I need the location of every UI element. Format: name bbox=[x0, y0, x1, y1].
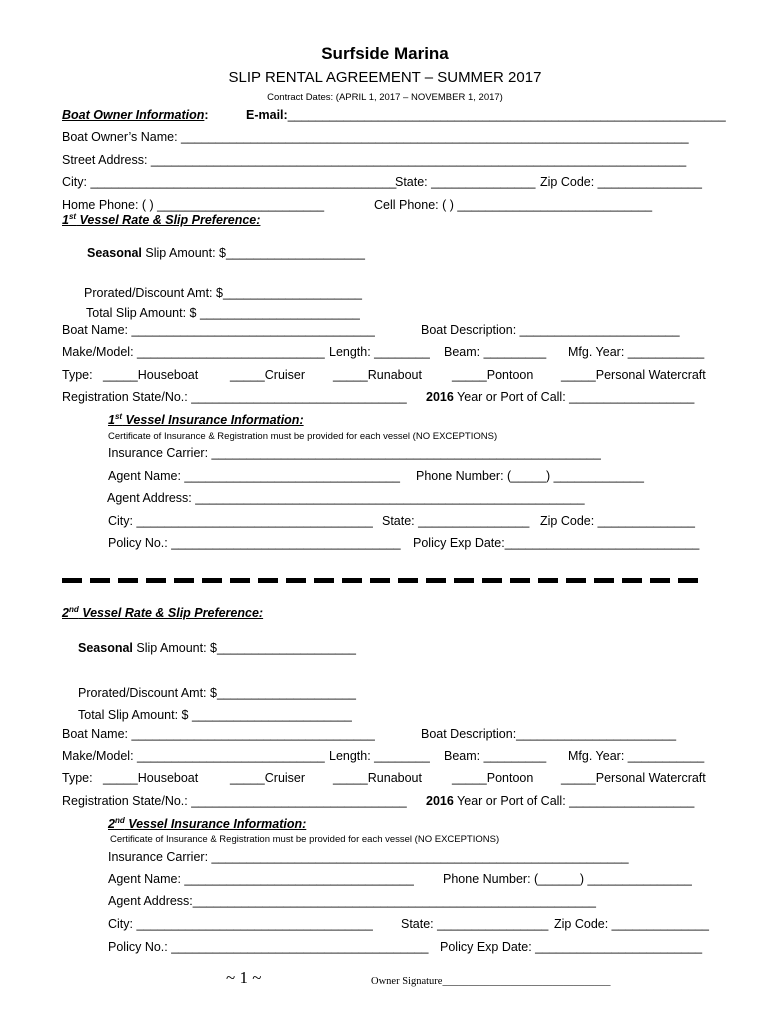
owner-signature-field[interactable]: Owner Signature________________________________ bbox=[371, 976, 611, 987]
email-field[interactable]: E-mail:_______________________________________________________________ bbox=[246, 108, 726, 122]
vessel2-type-runabout[interactable]: _____Runabout bbox=[333, 771, 422, 785]
state-field[interactable]: State: _______________ bbox=[395, 175, 536, 189]
vessel2-ins-state-field[interactable]: State: ________________ bbox=[401, 917, 549, 931]
vessel1-agent-address-field[interactable]: Agent Address: ________________________________________________________ bbox=[107, 491, 585, 505]
vessel2-ins-zip-field[interactable]: Zip Code: ______________ bbox=[554, 917, 709, 931]
vessel2-total-field[interactable]: Total Slip Amount: $ _______________________ bbox=[78, 708, 352, 722]
vessel2-type-pwc[interactable]: _____Personal Watercraft bbox=[561, 771, 706, 785]
cell-phone-field[interactable]: Cell Phone: ( ) ____________________________ bbox=[374, 198, 653, 212]
vessel1-insurance-heading: 1st Vessel Insurance Information: bbox=[108, 411, 304, 427]
vessel2-type-pontoon[interactable]: _____Pontoon bbox=[452, 771, 534, 785]
vessel1-certificate-note: Certificate of Insurance & Registration must be provided for each vessel (NO EXCEPTIONS) bbox=[108, 431, 498, 442]
vessel1-mfg-year-field[interactable]: Mfg. Year: ___________ bbox=[568, 345, 705, 359]
owner-section-heading: Boat Owner Information: bbox=[62, 108, 209, 122]
zip-field[interactable]: Zip Code: _______________ bbox=[540, 175, 702, 189]
vessel1-carrier-field[interactable]: Insurance Carrier: ________________________________________________________ bbox=[108, 446, 601, 460]
vessel2-carrier-field[interactable]: Insurance Carrier: ____________________________________________________________ bbox=[108, 850, 629, 864]
vessel2-certificate-note: Certificate of Insurance & Registration must be provided for each vessel (NO EXCEPTIONS) bbox=[110, 834, 500, 845]
vessel1-type-cruiser[interactable]: _____Cruiser bbox=[230, 368, 306, 382]
vessel2-phone-field[interactable]: Phone Number: (______) _______________ bbox=[443, 872, 692, 886]
vessel2-insurance-heading: 2nd Vessel Insurance Information: bbox=[108, 815, 307, 831]
vessel1-prorated-field[interactable]: Prorated/Discount Amt: $____________________ bbox=[84, 286, 362, 300]
vessel2-ins-city-field[interactable]: City: __________________________________ bbox=[108, 917, 373, 931]
vessel2-registration-field[interactable]: Registration State/No.: _______________________________ bbox=[62, 794, 407, 808]
home-phone-field[interactable]: Home Phone: ( ) ________________________ bbox=[62, 198, 325, 212]
vessel1-type-runabout[interactable]: _____Runabout bbox=[333, 368, 422, 382]
vessel1-seasonal-field[interactable]: Seasonal Slip Amount: $____________________ bbox=[87, 246, 366, 260]
vessel1-policy-no-field[interactable]: Policy No.: _________________________________ bbox=[108, 536, 401, 550]
contract-dates: Contract Dates: (APRIL 1, 2017 – NOVEMBER 1, 2017) bbox=[267, 92, 503, 103]
vessel1-ins-city-field[interactable]: City: __________________________________ bbox=[108, 514, 373, 528]
vessel1-length-field[interactable]: Length: ________ bbox=[329, 345, 430, 359]
vessel1-beam-field[interactable]: Beam: _________ bbox=[444, 345, 547, 359]
vessel1-type-label: Type: bbox=[62, 368, 93, 382]
vessel2-policy-no-field[interactable]: Policy No.: _____________________________________ bbox=[108, 940, 429, 954]
vessel2-beam-field[interactable]: Beam: _________ bbox=[444, 749, 547, 763]
vessel1-type-houseboat[interactable]: _____Houseboat bbox=[103, 368, 199, 382]
owner-name-field[interactable]: Boat Owner’s Name: _________________________________________________________________________ bbox=[62, 130, 689, 144]
vessel2-agent-address-field[interactable]: Agent Address:__________________________________________________________ bbox=[108, 894, 596, 908]
vessel2-boat-name-field[interactable]: Boat Name: ___________________________________ bbox=[62, 727, 375, 741]
vessel1-ins-state-field[interactable]: State: ________________ bbox=[382, 514, 530, 528]
agreement-title: SLIP RENTAL AGREEMENT – SUMMER 2017 bbox=[228, 69, 542, 86]
vessel1-ins-zip-field[interactable]: Zip Code: ______________ bbox=[540, 514, 695, 528]
vessel2-length-field[interactable]: Length: ________ bbox=[329, 749, 430, 763]
marina-name: Surfside Marina bbox=[321, 44, 449, 63]
city-field[interactable]: City: ____________________________________________ bbox=[62, 175, 397, 189]
vessel1-total-field[interactable]: Total Slip Amount: $ _______________________ bbox=[86, 306, 360, 320]
vessel1-registration-field[interactable]: Registration State/No.: _______________________________ bbox=[62, 390, 407, 404]
vessel2-mfg-year-field[interactable]: Mfg. Year: ___________ bbox=[568, 749, 705, 763]
page-number: ~ 1 ~ bbox=[226, 968, 262, 987]
vessel1-policy-exp-field[interactable]: Policy Exp Date:____________________________ bbox=[413, 536, 700, 550]
vessel2-prorated-field[interactable]: Prorated/Discount Amt: $____________________ bbox=[78, 686, 356, 700]
street-address-field[interactable]: Street Address: _____________________________________________________________________________ bbox=[62, 153, 687, 167]
vessel2-heading: 2nd Vessel Rate & Slip Preference: bbox=[62, 604, 264, 620]
vessel2-seasonal-field[interactable]: Seasonal Slip Amount: $____________________ bbox=[78, 641, 357, 655]
vessel1-type-pwc[interactable]: _____Personal Watercraft bbox=[561, 368, 706, 382]
vessel2-port-field[interactable]: 2016 Year or Port of Call: __________________ bbox=[426, 794, 695, 808]
vessel1-heading: 1st Vessel Rate & Slip Preference: bbox=[62, 211, 261, 227]
vessel2-make-model-field[interactable]: Make/Model: ___________________________ bbox=[62, 749, 325, 763]
vessel2-type-cruiser[interactable]: _____Cruiser bbox=[230, 771, 306, 785]
vessel2-policy-exp-field[interactable]: Policy Exp Date: ________________________ bbox=[440, 940, 703, 954]
vessel1-phone-field[interactable]: Phone Number: (_____) _____________ bbox=[416, 469, 644, 483]
vessel1-agent-name-field[interactable]: Agent Name: _______________________________ bbox=[108, 469, 400, 483]
vessel1-make-model-field[interactable]: Make/Model: ___________________________ bbox=[62, 345, 325, 359]
vessel1-boat-desc-field[interactable]: Boat Description: _______________________ bbox=[421, 323, 680, 337]
vessel1-port-field[interactable]: 2016 Year or Port of Call: __________________ bbox=[426, 390, 695, 404]
vessel1-type-pontoon[interactable]: _____Pontoon bbox=[452, 368, 534, 382]
vessel2-type-houseboat[interactable]: _____Houseboat bbox=[103, 771, 199, 785]
vessel2-type-label: Type: bbox=[62, 771, 93, 785]
vessel2-boat-desc-field[interactable]: Boat Description:_______________________ bbox=[421, 727, 677, 741]
vessel2-agent-name-field[interactable]: Agent Name: _________________________________ bbox=[108, 872, 414, 886]
vessel1-boat-name-field[interactable]: Boat Name: ___________________________________ bbox=[62, 323, 375, 337]
